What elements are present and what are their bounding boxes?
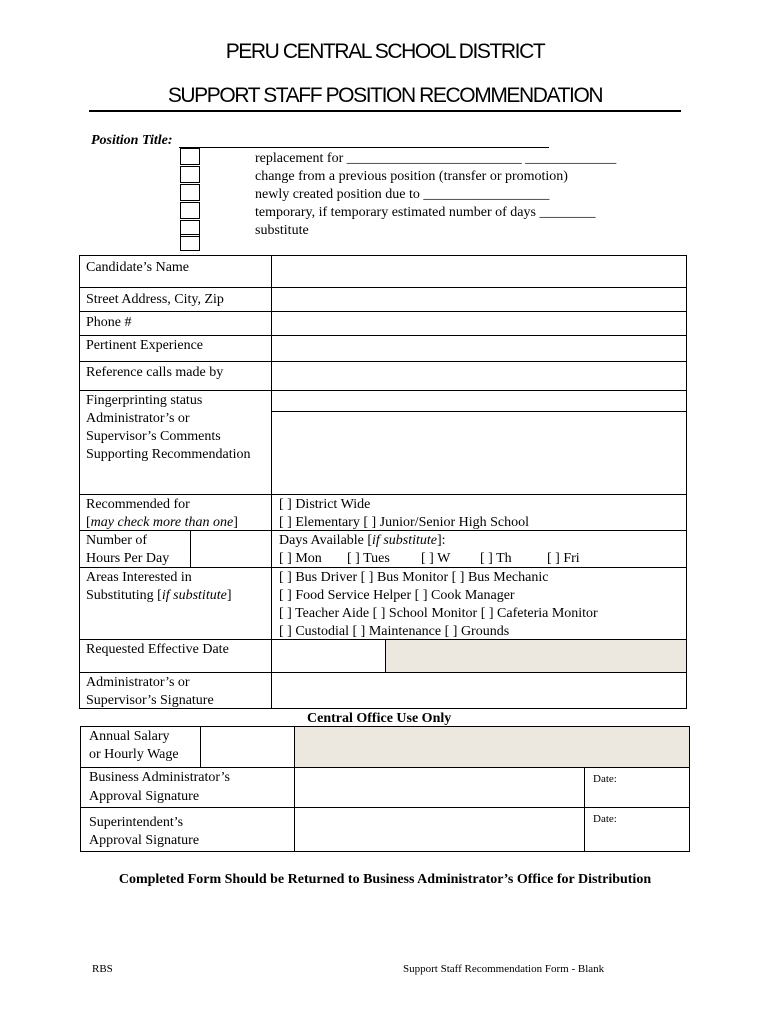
ba-signature-field[interactable] xyxy=(294,767,585,808)
ba-date-label: Date: xyxy=(593,773,617,785)
option-new: newly created position due to __________________ xyxy=(255,187,550,202)
super-date-cell[interactable] xyxy=(584,807,690,852)
day-mon[interactable]: [ ] Mon xyxy=(279,551,322,566)
change-position-checkbox[interactable] xyxy=(180,166,200,183)
areas-option-aide[interactable]: [ ] Teacher Aide [ ] School Monitor [ ] Cafeteria Monitor xyxy=(279,606,598,621)
super-date-label: Date: xyxy=(593,813,617,825)
extra-checkbox[interactable] xyxy=(180,234,200,251)
form-title: SUPPORT STAFF POSITION RECOMMENDATION xyxy=(167,84,603,107)
hours-label-1: Number of xyxy=(86,533,148,548)
recommended-option-schools[interactable]: [ ] Elementary [ ] Junior/Senior High School xyxy=(279,515,530,530)
central-office-heading: Central Office Use Only xyxy=(307,711,452,726)
recommended-option-district[interactable]: [ ] District Wide xyxy=(279,497,371,512)
phone-label-cell xyxy=(79,311,272,336)
day-fri[interactable]: [ ] Fri xyxy=(547,551,580,566)
candidate-name-label-cell xyxy=(79,255,272,288)
day-thu[interactable]: [ ] Th xyxy=(480,551,512,566)
salary-label-1: Annual Salary xyxy=(89,729,170,744)
areas-option-custodial[interactable]: [ ] Custodial [ ] Maintenance [ ] Grounds xyxy=(279,624,510,639)
effective-date-field[interactable] xyxy=(271,639,386,673)
areas-option-food[interactable]: [ ] Food Service Helper [ ] Cook Manager xyxy=(279,588,515,603)
footer-right: Support Staff Recommendation Form - Blank xyxy=(403,963,605,975)
candidate-name-label: Candidate’s Name xyxy=(86,260,190,275)
signature-label-1: Administrator’s or xyxy=(86,675,190,690)
salary-label-2: or Hourly Wage xyxy=(89,747,179,762)
recommended-note-text: may check more than one xyxy=(90,515,234,530)
ba-label-1: Business Administrator’s xyxy=(89,770,230,785)
effective-date-label-cell xyxy=(79,639,272,673)
district-title: PERU CENTRAL SCHOOL DISTRICT xyxy=(225,40,545,63)
areas-label-cell xyxy=(79,567,272,640)
super-label-1: Superintendent’s xyxy=(89,815,184,830)
days-label xyxy=(279,532,446,550)
signature-label-2: Supervisor’s Signature xyxy=(86,693,214,708)
effective-date-shaded xyxy=(385,639,687,673)
signature-label-cell xyxy=(79,672,272,709)
reference-label-cell xyxy=(79,361,272,391)
super-signature-field[interactable] xyxy=(294,807,585,852)
days-note: if substitute xyxy=(372,533,437,548)
signature-field[interactable] xyxy=(271,672,687,709)
position-title-line[interactable] xyxy=(179,147,549,148)
address-label: Street Address, City, Zip xyxy=(86,292,224,307)
comments-label-cell xyxy=(79,390,272,495)
address-field[interactable] xyxy=(271,287,687,312)
areas-label-suffix: ] xyxy=(226,588,232,603)
option-substitute: substitute xyxy=(255,223,309,238)
areas-label-note: if substitute xyxy=(161,588,227,603)
experience-label: Pertinent Experience xyxy=(86,338,204,353)
areas-label-2 xyxy=(86,587,231,605)
areas-option-bus[interactable]: [ ] Bus Driver [ ] Bus Monitor [ ] Bus Mechanic xyxy=(279,570,549,585)
option-temporary: temporary, if temporary estimated number of days ________ xyxy=(255,205,596,220)
day-tues[interactable]: [ ] Tues xyxy=(347,551,390,566)
recommended-label-cell xyxy=(79,494,272,531)
days-cell xyxy=(271,530,687,568)
comments-field[interactable] xyxy=(271,411,687,495)
hours-field[interactable] xyxy=(190,530,272,568)
recommended-label: Recommended for xyxy=(86,497,190,512)
position-title-label: Position Title: xyxy=(91,133,173,148)
comments-label-1: Administrator’s or xyxy=(86,411,190,426)
salary-label-cell xyxy=(80,726,201,768)
ba-date-cell[interactable] xyxy=(584,767,690,808)
experience-field[interactable] xyxy=(271,335,687,362)
days-prefix: Days Available [ xyxy=(279,533,373,548)
temporary-checkbox[interactable] xyxy=(180,202,200,219)
fingerprint-label: Fingerprinting status xyxy=(86,393,203,408)
comments-label-3: Supporting Recommendation xyxy=(86,447,251,462)
recommended-note: [may check more than one] xyxy=(86,515,238,530)
super-label-2: Approval Signature xyxy=(89,833,200,848)
hours-label-cell xyxy=(79,530,191,568)
option-replacement: replacement for _________________________ _____________ xyxy=(255,151,617,166)
areas-label-prefix: Substituting [ xyxy=(86,588,162,603)
day-wed[interactable]: [ ] W xyxy=(421,551,451,566)
reference-label: Reference calls made by xyxy=(86,365,224,380)
reference-field[interactable] xyxy=(271,361,687,391)
candidate-name-field[interactable] xyxy=(271,255,687,288)
recommended-options-cell xyxy=(271,494,687,531)
hours-label-2: Hours Per Day xyxy=(86,551,170,566)
days-suffix: ]: xyxy=(437,533,446,548)
fingerprint-field[interactable] xyxy=(271,390,687,412)
phone-label: Phone # xyxy=(86,315,132,330)
super-label-cell xyxy=(80,807,295,852)
areas-label-1: Areas Interested in xyxy=(86,570,192,585)
address-label-cell xyxy=(79,287,272,312)
return-notice: Completed Form Should be Returned to Business Administrator’s Office for Distribution xyxy=(118,872,652,887)
replacement-checkbox[interactable] xyxy=(180,148,200,165)
option-change: change from a previous position (transfer or promotion) xyxy=(255,169,568,184)
ba-label-cell xyxy=(80,767,295,808)
experience-label-cell xyxy=(79,335,272,362)
comments-label-2: Supervisor’s Comments xyxy=(86,429,221,444)
footer-left: RBS xyxy=(92,963,113,975)
salary-shaded xyxy=(294,726,690,768)
ba-label-2: Approval Signature xyxy=(89,789,200,804)
phone-field[interactable] xyxy=(271,311,687,336)
areas-options-cell xyxy=(271,567,687,640)
new-position-checkbox[interactable] xyxy=(180,184,200,201)
effective-date-label: Requested Effective Date xyxy=(86,642,229,657)
salary-field[interactable] xyxy=(200,726,295,768)
title-divider xyxy=(89,110,681,112)
